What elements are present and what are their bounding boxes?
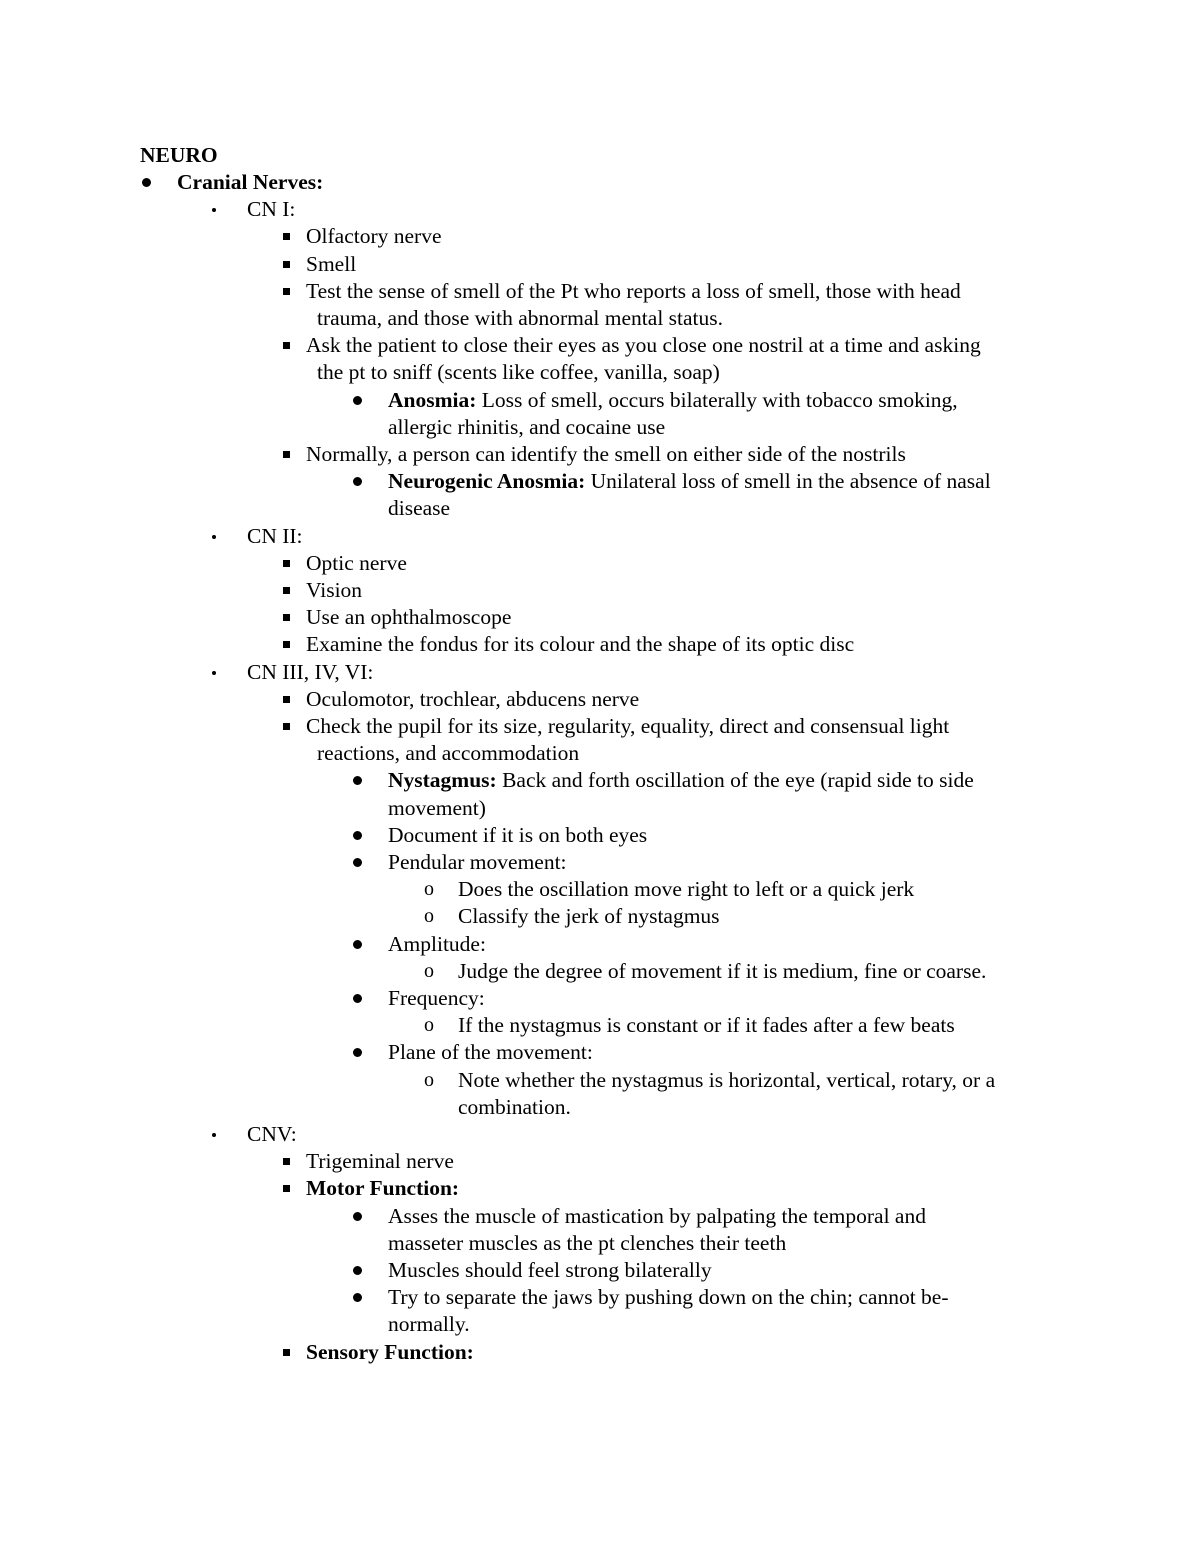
bullet-circle-icon: o bbox=[424, 878, 434, 901]
item-text: Smell bbox=[306, 251, 357, 276]
bullet-disc-icon bbox=[353, 1048, 362, 1057]
bullet-square-icon bbox=[283, 723, 290, 730]
item-text: CN II: bbox=[247, 523, 303, 548]
item-text: Judge the degree of movement if it is medium, fine or coarse. bbox=[458, 958, 987, 983]
item-text: Pendular movement: bbox=[388, 850, 567, 874]
term-label: Nystagmus: bbox=[388, 768, 497, 793]
item-text: Loss of smell, occurs bilaterally with tobacco smoking, bbox=[476, 387, 958, 412]
bullet-dot-icon bbox=[212, 1133, 216, 1137]
term-label: Sensory Function: bbox=[306, 1339, 474, 1364]
item-text: disease bbox=[388, 496, 451, 521]
term-label: Anosmia: bbox=[388, 387, 477, 412]
item-text: CN III, IV, VI: bbox=[247, 659, 374, 684]
item-text: Note whether the nystagmus is horizontal, vertical, rotary, or a bbox=[458, 1067, 996, 1092]
bullet-circle-icon: o bbox=[424, 1014, 434, 1037]
list-item bbox=[317, 359, 720, 386]
list-item bbox=[388, 931, 486, 958]
list-item bbox=[306, 604, 511, 631]
item-text: Asses the muscle of mastication by palpating the temporal and bbox=[388, 1203, 926, 1228]
item-text: Plane of the movement: bbox=[388, 1040, 593, 1065]
list-item bbox=[306, 631, 854, 658]
item-text: reactions, and accommodation bbox=[317, 741, 580, 766]
bullet-circle-icon: o bbox=[424, 959, 434, 982]
list-item bbox=[458, 958, 986, 985]
item-text: the pt to sniff (scents like coffee, vanilla, soap) bbox=[317, 360, 720, 385]
item-text: Use an ophthalmoscope bbox=[306, 605, 512, 630]
list-item bbox=[317, 740, 579, 767]
list-item bbox=[388, 468, 991, 495]
bullet-dot-icon bbox=[212, 535, 216, 539]
bullet-disc-icon bbox=[353, 396, 362, 405]
bullet-disc-icon bbox=[353, 1212, 362, 1221]
item-text: If the nystagmus is constant or if it fades after a few beats bbox=[458, 1013, 955, 1038]
item-text: Try to separate the jaws by pushing down on the chin; cannot be- bbox=[388, 1285, 949, 1310]
bullet-square-icon bbox=[283, 696, 290, 703]
list-item bbox=[388, 1039, 593, 1066]
list-item bbox=[306, 251, 356, 278]
list-item bbox=[458, 1067, 995, 1094]
bullet-disc-icon bbox=[353, 776, 362, 785]
item-text: Examine the fondus for its colour and the shape of its optic disc bbox=[306, 632, 855, 657]
list-item bbox=[388, 1284, 949, 1311]
list-item bbox=[458, 1012, 955, 1039]
list-item bbox=[388, 849, 567, 876]
list-item bbox=[177, 169, 323, 196]
list-item bbox=[306, 1148, 454, 1175]
item-text: Vision bbox=[306, 578, 363, 602]
bullet-circle-icon: o bbox=[424, 1068, 434, 1091]
bullet-disc-icon bbox=[353, 1293, 362, 1302]
list-item bbox=[388, 414, 665, 441]
list-item bbox=[306, 223, 442, 250]
bullet-square-icon bbox=[283, 560, 290, 567]
list-item bbox=[247, 523, 303, 550]
list-item bbox=[247, 196, 295, 223]
list-item bbox=[306, 1175, 459, 1202]
list-item bbox=[388, 1230, 786, 1257]
list-item bbox=[306, 686, 639, 713]
list-item bbox=[458, 1094, 571, 1121]
item-text: Check the pupil for its size, regularity, equality, direct and consensual light bbox=[306, 714, 950, 738]
item-text: Ask the patient to close their eyes as you close one nostril at a time and asking bbox=[306, 333, 981, 358]
bullet-disc-icon bbox=[353, 994, 362, 1003]
bullet-dot-icon bbox=[212, 208, 216, 212]
bullet-square-icon bbox=[283, 288, 290, 295]
bullet-circle-icon: o bbox=[424, 905, 434, 928]
bullet-square-icon bbox=[283, 233, 290, 240]
item-text: combination. bbox=[458, 1094, 571, 1119]
item-text: CN I: bbox=[247, 197, 296, 222]
list-item bbox=[306, 713, 949, 740]
bullet-square-icon bbox=[283, 261, 290, 268]
bullet-disc-icon bbox=[353, 1266, 362, 1275]
list-item bbox=[306, 577, 362, 604]
item-text: Muscles should feel strong bilaterally bbox=[388, 1258, 712, 1282]
bullet-square-icon bbox=[283, 614, 290, 621]
bullet-square-icon bbox=[283, 641, 290, 648]
item-text: Unilateral loss of smell in the absence of nasal bbox=[585, 469, 991, 494]
bullet-square-icon bbox=[283, 1158, 290, 1165]
item-text: Classify the jerk of nystagmus bbox=[458, 904, 720, 929]
list-item bbox=[247, 1121, 297, 1148]
list-item bbox=[388, 822, 647, 849]
item-text: trauma, and those with abnormal mental status. bbox=[317, 306, 724, 330]
item-text: CNV: bbox=[247, 1122, 297, 1146]
item-text: Normally, a person can identify the smell on either side of the nostrils bbox=[306, 442, 906, 466]
item-text: Does the oscillation move right to left or a quick jerk bbox=[458, 877, 915, 902]
bullet-disc-icon bbox=[353, 940, 362, 949]
list-item bbox=[388, 767, 974, 794]
bullet-disc-icon bbox=[353, 831, 362, 840]
term-label: Cranial Nerves: bbox=[177, 170, 324, 194]
bullet-square-icon bbox=[283, 587, 290, 594]
item-text: movement) bbox=[388, 795, 486, 820]
list-item bbox=[458, 903, 720, 930]
list-item bbox=[247, 659, 373, 686]
list-item bbox=[388, 1257, 712, 1284]
list-item bbox=[306, 278, 961, 305]
bullet-dot-icon bbox=[212, 671, 216, 675]
bullet-disc-icon bbox=[353, 477, 362, 486]
list-item bbox=[388, 795, 486, 822]
list-item bbox=[458, 876, 914, 903]
item-text: Trigeminal nerve bbox=[306, 1149, 454, 1174]
item-text: allergic rhinitis, and cocaine use bbox=[388, 414, 666, 439]
list-item bbox=[388, 985, 485, 1012]
item-text: Document if it is on both eyes bbox=[388, 822, 648, 847]
item-text: Olfactory nerve bbox=[306, 224, 442, 249]
item-text: Amplitude: bbox=[388, 931, 486, 956]
term-label: Motor Function: bbox=[306, 1176, 460, 1201]
item-text: Oculomotor, trochlear, abducens nerve bbox=[306, 686, 640, 711]
item-text: Frequency: bbox=[388, 986, 485, 1010]
list-item bbox=[306, 441, 906, 468]
list-item bbox=[388, 1311, 470, 1338]
list-item bbox=[388, 387, 958, 414]
bullet-square-icon bbox=[283, 342, 290, 349]
item-text: Optic nerve bbox=[306, 550, 407, 575]
item-text: Back and forth oscillation of the eye (rapid side to side bbox=[496, 768, 974, 793]
term-label: Neurogenic Anosmia: bbox=[388, 469, 586, 494]
bullet-disc-icon bbox=[142, 178, 151, 187]
bullet-disc-icon bbox=[353, 858, 362, 867]
item-text: normally. bbox=[388, 1312, 470, 1337]
bullet-square-icon bbox=[283, 1349, 290, 1356]
list-item bbox=[306, 550, 407, 577]
list-item bbox=[306, 1339, 474, 1366]
list-item bbox=[317, 305, 723, 332]
item-text: masseter muscles as the pt clenches their teeth bbox=[388, 1230, 787, 1255]
list-item bbox=[388, 1203, 926, 1230]
bullet-square-icon bbox=[283, 451, 290, 458]
document-title: NEURO bbox=[140, 143, 218, 167]
list-item bbox=[306, 332, 981, 359]
list-item bbox=[388, 495, 450, 522]
item-text: Test the sense of smell of the Pt who reports a loss of smell, those with head bbox=[306, 278, 961, 303]
bullet-square-icon bbox=[283, 1185, 290, 1192]
